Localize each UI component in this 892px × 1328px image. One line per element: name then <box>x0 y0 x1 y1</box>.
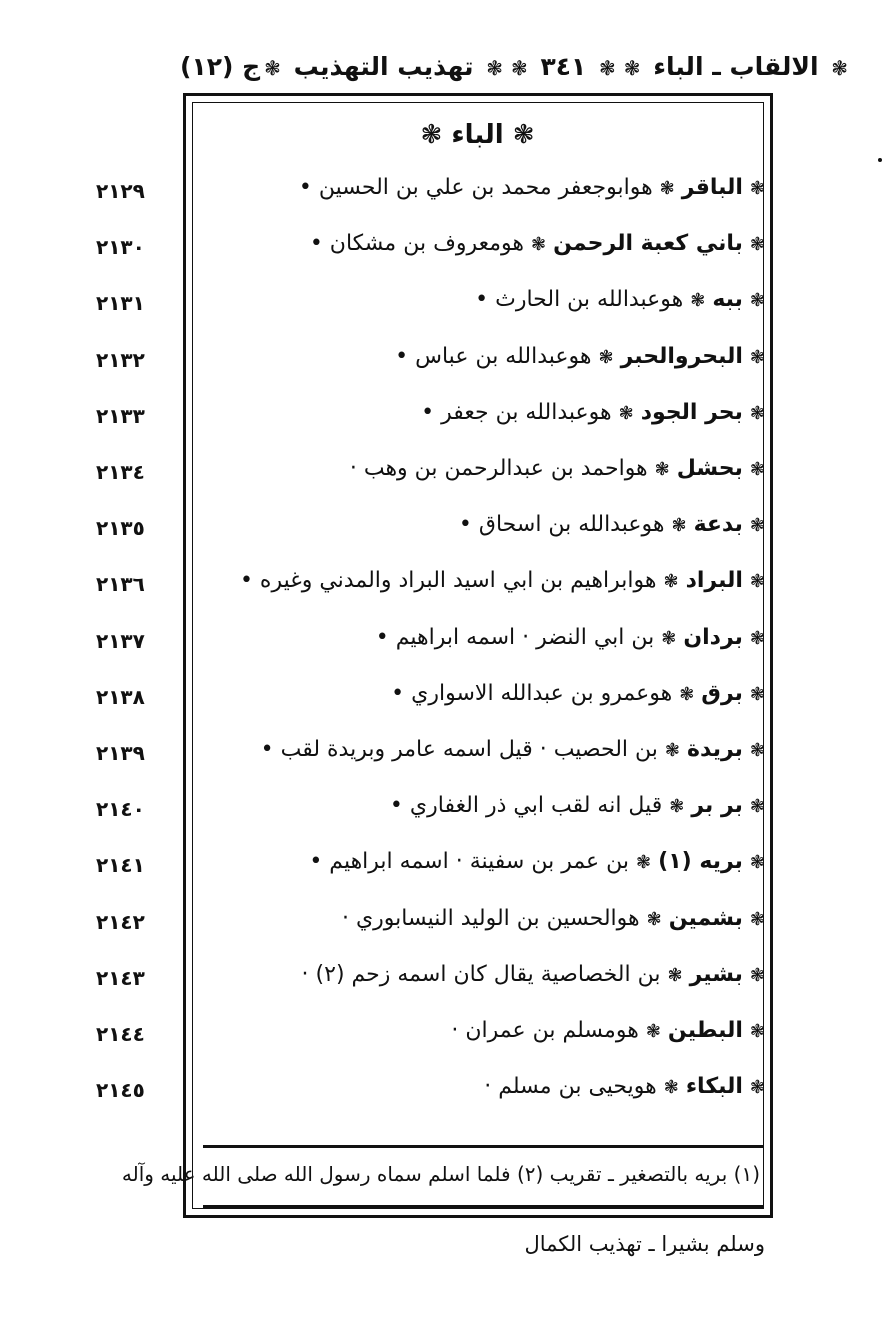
footnote: (١) بريه بالتصغير ـ تقريب (٢) فلما اسلم سماه رسول الله صلى الله عليه وآله <box>121 1162 760 1186</box>
ornament-icon: ❃ <box>749 1021 765 1042</box>
ornament-icon: ❃ <box>486 55 503 80</box>
ornament-icon: ❃ <box>690 290 706 311</box>
ornament-icon: ❃ <box>598 55 616 80</box>
entry-term: بدعة <box>693 512 743 537</box>
entry-text: هوعبدالله بن عباس <box>415 344 592 369</box>
entry-row <box>190 400 765 444</box>
entry-term: البراد <box>685 568 743 593</box>
margin-dot <box>878 158 882 162</box>
ornament-icon: ❃ <box>749 909 765 930</box>
header-book-group <box>260 52 507 81</box>
ornament-icon: ❃ <box>831 55 849 80</box>
entry-end-mark: · <box>341 906 349 931</box>
section-title-text: الباء <box>451 120 504 150</box>
entry-end-mark: • <box>375 625 389 650</box>
header-page-group <box>507 52 620 81</box>
ornament-icon: ❃ <box>510 55 528 80</box>
entry-end-mark: · <box>484 1074 492 1099</box>
ornament-icon: ❃ <box>749 796 765 817</box>
ornament-icon: ❃ <box>749 515 765 536</box>
section-title <box>190 120 765 160</box>
entry-end-mark: · <box>301 962 309 987</box>
entry-term: البحروالحبر <box>620 344 743 369</box>
ornament-icon: ❃ <box>749 852 765 873</box>
entry-number: ٢١٢٩ <box>96 179 145 203</box>
entry-number: ٢١٤٢ <box>96 910 145 934</box>
ornament-icon: ❃ <box>749 1077 765 1098</box>
entry-number: ٢١٣٠ <box>96 235 145 259</box>
ornament-icon: ❃ <box>749 347 765 368</box>
entry-number: ٢١٤٠ <box>96 797 145 821</box>
entry-end-mark: · <box>451 1018 459 1043</box>
entry-text: قيل انه لقب ابي ذر الغفاري <box>409 793 663 818</box>
entry-term: ببه <box>712 287 743 312</box>
entry-text: هوعمرو بن عبدالله الاسواري <box>411 681 673 706</box>
page-number: ٣٤١ <box>540 51 587 81</box>
entry-term: باني كعبة الرحمن <box>553 231 743 256</box>
ornament-icon: ❃ <box>749 628 765 649</box>
entry-text: هوابوجعفر محمد بن علي بن الحسين <box>318 175 653 200</box>
ornament-icon: ❃ <box>661 628 677 649</box>
entry-number: ٢١٣٨ <box>96 685 145 709</box>
ornament-icon: ❃ <box>618 403 634 424</box>
entry-end-mark: • <box>395 344 409 369</box>
ornament-icon: ❃ <box>623 55 641 80</box>
entry-number: ٢١٣٣ <box>96 404 145 428</box>
entry-term: بشير <box>689 962 743 987</box>
ornament-icon: ❃ <box>664 740 680 761</box>
entry-row <box>190 1074 765 1118</box>
ornament-icon: ❃ <box>663 571 679 592</box>
entry-end-mark: • <box>309 849 323 874</box>
entry-end-mark: • <box>391 681 405 706</box>
entry-number: ٢١٣٤ <box>96 460 145 484</box>
entry-end-mark: • <box>458 512 472 537</box>
ornament-icon: ❃ <box>636 852 652 873</box>
ornament-icon: ❃ <box>749 965 765 986</box>
entry-row <box>190 344 765 388</box>
entry-term: بر بر <box>691 793 743 818</box>
ornament-icon: ❃ <box>646 909 662 930</box>
entry-row <box>190 231 765 275</box>
entry-term: بشمين <box>668 906 743 931</box>
entry-number: ٢١٤١ <box>96 853 145 877</box>
footnote-continuation: وسلم بشيرا ـ تهذيب الكمال <box>524 1232 765 1256</box>
volume-number: ج (١٢) <box>180 51 261 81</box>
ornament-icon: ❃ <box>645 1021 661 1042</box>
ornament-icon: ❃ <box>654 459 670 480</box>
entry-row <box>190 625 765 669</box>
entry-text: بن الخصاصية يقال كان اسمه زحم (٢) <box>315 962 661 987</box>
entry-term: بحشل <box>676 456 743 481</box>
entry-text: هواحمد بن عبدالرحمن بن وهب <box>363 456 648 481</box>
ornament-icon: ❃ <box>749 740 765 761</box>
entry-number: ٢١٤٥ <box>96 1078 145 1102</box>
entry-number: ٢١٣٢ <box>96 348 145 372</box>
entry-term: البكاء <box>685 1074 743 1099</box>
entry-text: بن عمر بن سفينة · اسمه ابراهيم <box>329 849 630 874</box>
entry-number: ٢١٣٦ <box>96 572 145 596</box>
entry-row <box>190 793 765 837</box>
ornament-icon: ❃ <box>659 178 675 199</box>
entry-text: هوعبدالله بن جعفر <box>441 400 612 425</box>
entry-row <box>190 568 765 612</box>
entry-text: هومعروف بن مشكان <box>329 231 525 256</box>
entry-number: ٢١٣٧ <box>96 629 145 653</box>
ornament-icon: ❃ <box>749 459 765 480</box>
entry-term: بريدة <box>687 737 743 762</box>
ornament-icon: ❃ <box>598 347 614 368</box>
entry-row <box>190 737 765 781</box>
entry-end-mark: · <box>349 456 357 481</box>
entry-row <box>190 512 765 556</box>
entry-end-mark: • <box>421 400 435 425</box>
ornament-icon: ❃ <box>679 684 695 705</box>
ornament-icon: ❃ <box>749 290 765 311</box>
entry-text: هوعبدالله بن اسحاق <box>478 512 665 537</box>
entry-end-mark: • <box>298 175 312 200</box>
entry-term: الباقر <box>681 175 743 200</box>
ornament-icon: ❃ <box>264 55 281 80</box>
entry-row <box>190 175 765 219</box>
entry-end-mark: • <box>260 737 274 762</box>
ornament-icon: ❃ <box>749 403 765 424</box>
ornament-icon: ❃ <box>749 178 765 199</box>
ornament-icon: ❃ <box>531 234 547 255</box>
entry-text: هوابراهيم بن ابي اسيد البراد والمدني وغيره <box>259 568 657 593</box>
entry-term: البطين <box>667 1018 743 1043</box>
entry-row <box>190 906 765 950</box>
entry-term: بحر الجود <box>640 400 743 425</box>
entry-end-mark: • <box>309 231 323 256</box>
ornament-icon: ❃ <box>663 1077 679 1098</box>
entry-row <box>190 456 765 500</box>
entry-number: ٢١٣٩ <box>96 741 145 765</box>
entry-term: برق <box>701 681 743 706</box>
entry-term: بريه (١) <box>658 849 743 874</box>
ornament-icon: ❃ <box>512 120 535 150</box>
entry-term: بردان <box>683 625 743 650</box>
entry-text: بن ابي النضر · اسمه ابراهيم <box>395 625 655 650</box>
ornament-icon: ❃ <box>667 965 683 986</box>
entry-end-mark: • <box>389 793 403 818</box>
entry-row <box>190 681 765 725</box>
entry-text: هوالحسين بن الوليد النيسابوري <box>355 906 640 931</box>
ornament-icon: ❃ <box>749 684 765 705</box>
entry-row <box>190 287 765 331</box>
entry-number: ٢١٣٥ <box>96 516 145 540</box>
ornament-icon: ❃ <box>420 120 443 150</box>
book-title: تهذيب التهذيب <box>293 51 474 81</box>
header-section-group <box>620 52 852 81</box>
entry-text: هوعبدالله بن الحارث <box>495 287 684 312</box>
entry-row <box>190 962 765 1006</box>
footnote-rule <box>203 1145 763 1148</box>
entry-text: هومسلم بن عمران <box>465 1018 639 1043</box>
entry-end-mark: • <box>239 568 253 593</box>
entry-number: ٢١٤٣ <box>96 966 145 990</box>
footnote-bottom-rule <box>203 1205 763 1208</box>
page-header <box>180 42 849 90</box>
entry-end-mark: • <box>475 287 489 312</box>
entry-number: ٢١٣١ <box>96 291 145 315</box>
ornament-icon: ❃ <box>749 571 765 592</box>
entry-number: ٢١٤٤ <box>96 1022 145 1046</box>
ornament-icon: ❃ <box>671 515 687 536</box>
entry-row <box>190 1018 765 1062</box>
section-name: الالقاب ـ الباء <box>653 51 819 81</box>
ornament-icon: ❃ <box>669 796 685 817</box>
ornament-icon: ❃ <box>749 234 765 255</box>
entry-text: بن الحصيب · قيل اسمه عامر وبريدة لقب <box>280 737 658 762</box>
entry-text: هويحيى بن مسلم <box>498 1074 657 1099</box>
entry-row <box>190 849 765 893</box>
